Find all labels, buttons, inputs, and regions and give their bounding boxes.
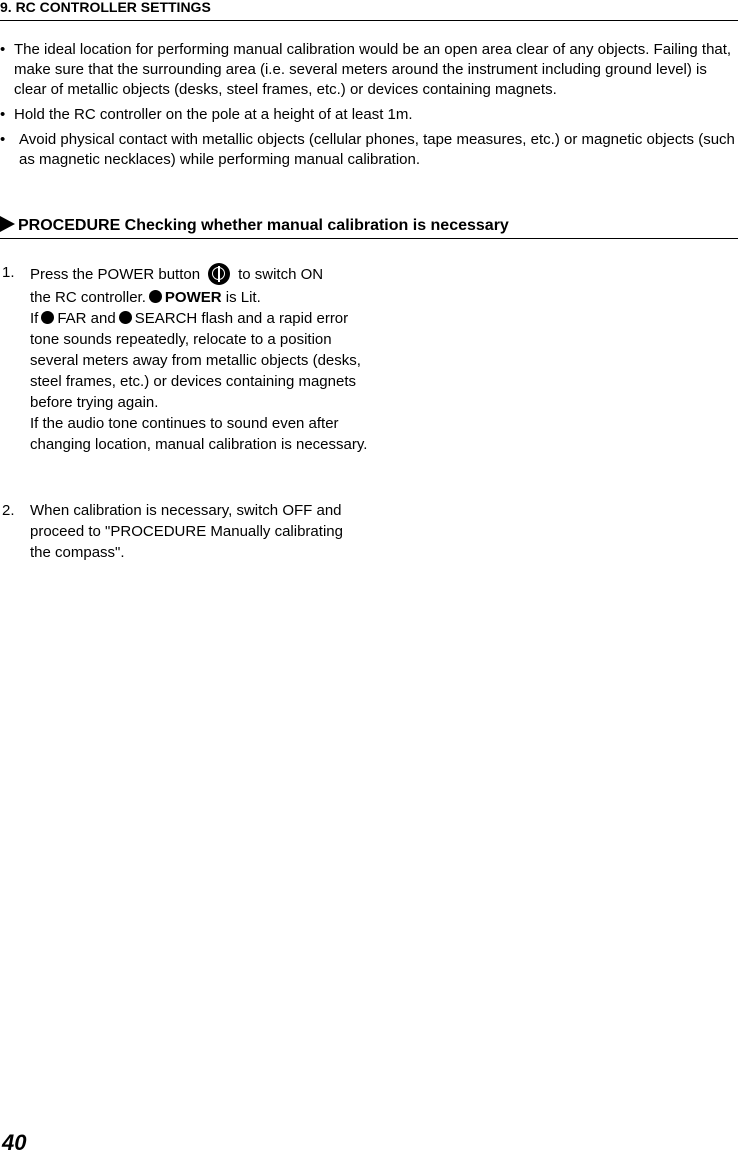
section-header: 9. RC CONTROLLER SETTINGS bbox=[0, 0, 211, 15]
step-text: If bbox=[30, 310, 39, 327]
power-label: POWER bbox=[164, 289, 222, 306]
bullet-mark: • bbox=[0, 106, 6, 123]
page-number: 40 bbox=[2, 1130, 27, 1155]
precaution-list bbox=[0, 40, 738, 175]
step-text: to switch ON bbox=[238, 266, 324, 283]
power-icon bbox=[208, 263, 230, 285]
bullet-mark: • bbox=[0, 41, 6, 58]
step-body bbox=[30, 500, 360, 563]
step-text: If the audio tone continues to sound even after changing location, manual calibration is necessary. bbox=[30, 415, 368, 453]
bullet-item bbox=[0, 40, 738, 100]
step-text: SEARCH flash and a rapid error tone sounds repeatedly, relocate to a position several meters away from metallic objects (desks, steel frames, etc.) or devices containing magnets before trying again. bbox=[30, 310, 361, 411]
procedure-title: PROCEDURE Checking whether manual calibration is necessary bbox=[18, 217, 509, 234]
procedure-rule bbox=[0, 238, 738, 239]
step-body bbox=[30, 262, 380, 455]
led-dot-icon bbox=[41, 311, 54, 324]
led-dot-icon bbox=[149, 290, 162, 303]
procedure-heading bbox=[0, 216, 738, 236]
step-text: FAR and bbox=[57, 310, 116, 327]
step-number: 1. bbox=[2, 264, 15, 281]
bullet-text: Avoid physical contact with metallic objects (cellular phones, tape measures, etc.) or magnetic objects (such as magnetic necklaces) while performing manual calibration. bbox=[19, 131, 735, 168]
step-text: the RC controller. bbox=[30, 289, 146, 306]
step-text: Press the POWER button bbox=[30, 266, 201, 283]
step-text: is Lit. bbox=[225, 289, 261, 306]
led-dot-icon bbox=[119, 311, 132, 324]
bullet-mark: • bbox=[0, 131, 6, 148]
header-rule bbox=[0, 20, 738, 21]
step-2 bbox=[0, 500, 360, 563]
bullet-item bbox=[0, 130, 738, 170]
bullet-text: Hold the RC controller on the pole at a height of at least 1m. bbox=[14, 106, 413, 123]
bullet-item bbox=[0, 105, 738, 125]
step-1 bbox=[0, 262, 380, 455]
step-text: When calibration is necessary, switch OFF and proceed to "PROCEDURE Manually calibrating the compass". bbox=[30, 502, 343, 561]
bullet-text: The ideal location for performing manual calibration would be an open area clear of any objects. Failing that, make sure that the surrounding area (i.e. several meters around the instrument including ground level) is clear of metallic objects (desks, steel frames, etc.) or devices containing magnets. bbox=[14, 41, 732, 98]
step-number: 2. bbox=[2, 502, 15, 519]
triangle-marker-icon bbox=[0, 216, 15, 232]
